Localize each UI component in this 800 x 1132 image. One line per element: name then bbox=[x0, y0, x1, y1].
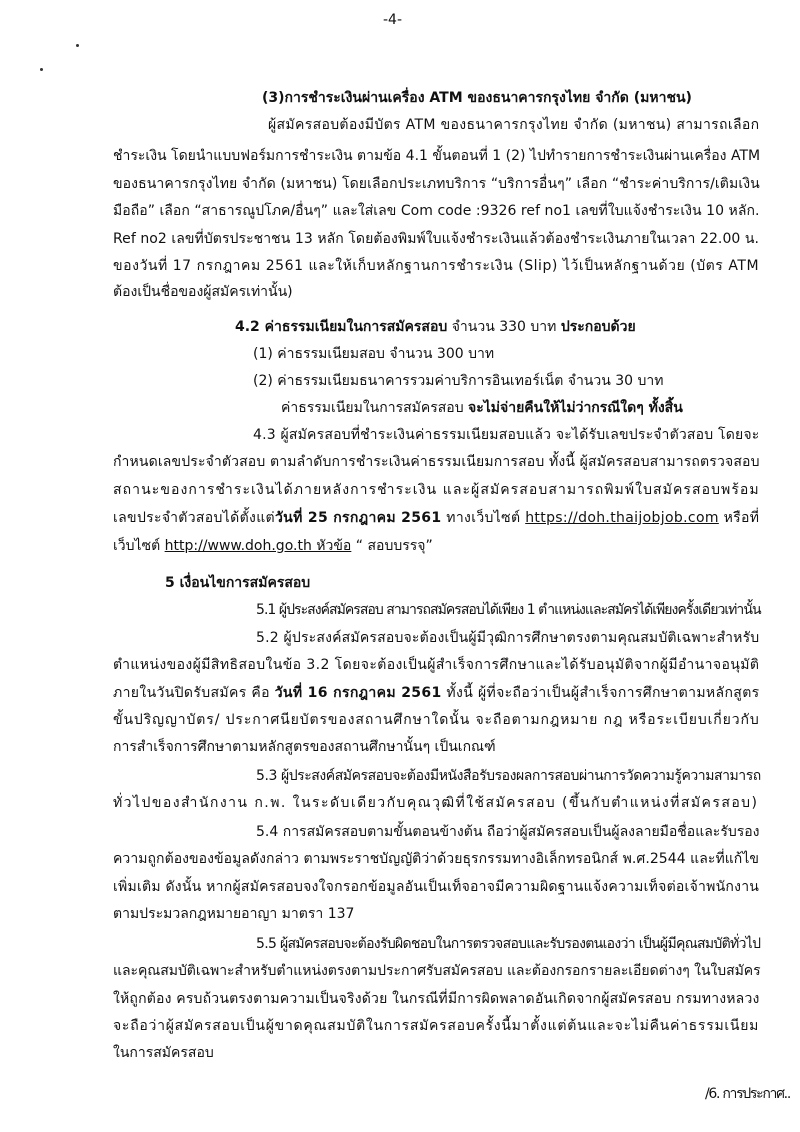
text-segment: วันที่ 25 กรกฎาคม 2561 bbox=[274, 510, 442, 526]
text-line bbox=[113, 174, 760, 194]
text-line bbox=[113, 536, 433, 556]
link[interactable]: http://www.doh.go.th หัวข้อ bbox=[164, 538, 352, 554]
text-line bbox=[113, 683, 760, 703]
text-line bbox=[113, 1016, 759, 1036]
text-segment: ผู้สมัครสอบต้องมีบัตร ATM ของธนาคารกรุงไทย จำกัด (มหาชน) สามารถเลือก bbox=[268, 117, 760, 133]
text-segment: ค่าธรรมเนียมในการสมัครสอบ bbox=[281, 400, 469, 416]
text-segment: Ref no2 เลขที่บัตรประชาชน 13 หลัก โดยต้องพิมพ์ใบแจ้งชำระเงินแล้วต้องชำระเงินภายในเวลา 22.00 น. bbox=[113, 231, 760, 247]
text-line bbox=[256, 628, 759, 648]
text-line bbox=[705, 1084, 790, 1104]
text-line bbox=[253, 371, 664, 391]
text-segment: ทั้งนี้ ผู้ที่จะถือว่าเป็นผู้สำเร็จการศึกษาตามหลักสูตร bbox=[441, 685, 760, 701]
text-line bbox=[256, 934, 760, 954]
text-line bbox=[113, 256, 759, 276]
text-segment: เว็บไซต์ bbox=[113, 538, 165, 554]
text-segment: ประกอบด้วย bbox=[560, 319, 636, 335]
text-segment: ต้องเป็นชื่อของผู้สมัครเท่านั้น) bbox=[113, 284, 293, 300]
text-segment: ตำแหน่งของผู้มีสิทธิสอบในข้อ 3.2 โดยจะต้องเป็นผู้สำเร็จการศึกษาและได้รับอนุมัติจากผู้มีอำนาจอนุมัติ bbox=[113, 657, 760, 673]
text-segment: 5.2 ผู้ประสงค์สมัครสอบจะต้องเป็นผู้มีวุฒิการศึกษาตรงตามคุณสมบัติเฉพาะสำหรับ bbox=[256, 630, 760, 646]
scan-speck bbox=[76, 44, 79, 47]
text-line bbox=[113, 201, 759, 221]
text-segment: 4.3 ผู้สมัครสอบที่ชำระเงินค่าธรรมเนียมสอบแล้ว จะได้รับเลขประจำตัวสอบ โดยจะ bbox=[253, 427, 760, 443]
text-segment: (3)การชำระเงินผ่านเครื่อง ATM ของธนาคารกรุงไทย จำกัด (มหาชน) bbox=[262, 90, 692, 106]
text-line bbox=[256, 822, 760, 842]
text-line bbox=[113, 877, 759, 897]
text-line bbox=[113, 904, 354, 924]
text-segment: /6. การประกาศ.. bbox=[705, 1086, 790, 1102]
text-line bbox=[113, 655, 759, 675]
text-segment: จำนวน 330 บาท bbox=[447, 319, 561, 335]
text-line bbox=[281, 398, 683, 418]
text-segment: 5.1 ผู้ประสงค์สมัครสอบ สามารถสมัครสอบได้เพียง 1 ตำแหน่งและสมัครได้เพียงครั้งเดียวเท่านั้น bbox=[256, 602, 761, 618]
text-segment: “ สอบบรรจุ” bbox=[351, 538, 433, 554]
text-line bbox=[113, 508, 759, 528]
text-segment: 4.2 ค่าธรรมเนียมในการสมัครสอบ bbox=[235, 319, 448, 335]
section-heading bbox=[262, 88, 692, 108]
text-segment: ขั้นปริญญาบัตร/ ประกาศนียบัตรของสถานศึกษาใดนั้น จะถือตามกฎหมาย กฎ หรือระเบียบเกี่ยวกับ bbox=[113, 712, 760, 728]
link[interactable]: https://doh.thaijobjob.com bbox=[525, 510, 719, 526]
text-segment: และคุณสมบัติเฉพาะสำหรับตำแหน่งตรงตามประกาศรับสมัครสอบ และต้องกรอกรายละเอียดต่างๆ ในใบสมัคร bbox=[113, 963, 761, 979]
text-segment: (1) ค่าธรรมเนียมสอบ จำนวน 300 บาท bbox=[253, 346, 495, 362]
text-line bbox=[253, 425, 760, 445]
text-line bbox=[113, 989, 760, 1009]
text-segment: ตามประมวลกฎหมายอาญา มาตรา 137 bbox=[113, 906, 355, 922]
text-segment: 5.5 ผู้สมัครสอบจะต้องรับผิดชอบในการตรวจสอบและรับรองตนเองว่า เป็นผู้มีคุณสมบัติทั่วไป bbox=[256, 936, 761, 952]
section-title bbox=[165, 573, 310, 593]
text-segment: 5.3 ผู้ประสงค์สมัครสอบจะต้องมีหนังสือรับรองผลการสอบผ่านการวัดความรู้ความสามารถ bbox=[256, 768, 761, 784]
text-segment: ภายในวันปิดรับสมัคร คือ bbox=[113, 685, 275, 701]
text-segment: ทางเว็บไซต์ bbox=[441, 510, 526, 526]
text-line bbox=[113, 146, 760, 166]
text-line bbox=[256, 600, 761, 620]
text-line bbox=[113, 737, 496, 757]
text-segment: หรือที่ bbox=[718, 510, 760, 526]
text-segment: ของธนาคารกรุงไทย จำกัด (มหาชน) โดยเลือกประเภทบริการ “บริการอื่นๆ” เลือก “ชำระค่าบริการ/เติมเงิน bbox=[113, 176, 760, 192]
text-segment: กำหนดเลขประจำตัวสอบ ตามลำดับการชำระเงินค่าธรรมเนียมการสอบ ทั้งนี้ ผู้สมัครสอบสามารถตรวจสอบ bbox=[113, 454, 760, 470]
text-line bbox=[113, 480, 760, 500]
text-line bbox=[113, 282, 293, 302]
text-line bbox=[113, 710, 760, 730]
page-number: -4- bbox=[383, 12, 403, 28]
text-line bbox=[113, 793, 758, 813]
text-line bbox=[113, 452, 760, 472]
text-segment: ความถูกต้องของข้อมูลดังกล่าว ตามพระราชบัญญัติว่าด้วยธุรกรรมทางอิเล็กทรอนิกส์ พ.ศ.2544 และที่แก้ไข bbox=[113, 851, 760, 867]
text-segment: (2) ค่าธรรมเนียมธนาคารรวมค่าบริการอินเทอร์เน็ต จำนวน 30 บาท bbox=[253, 373, 664, 389]
text-segment: 5.4 การสมัครสอบตามขั้นตอนข้างต้น ถือว่าผู้สมัครสอบเป็นผู้ลงลายมือชื่อและรับรอง bbox=[256, 824, 760, 840]
text-line bbox=[113, 961, 761, 981]
text-segment: ทั่วไปของสำนักงาน ก.พ. ในระดับเดียวกับคุณวุฒิที่ใช้สมัครสอบ (ขึ้นกับตำแหน่งที่สมัครสอบ) bbox=[113, 795, 759, 811]
text-line bbox=[113, 229, 759, 249]
text-segment: จะไม่จ่ายคืนให้ไม่ว่ากรณีใดๆ ทั้งสิ้น bbox=[468, 400, 683, 416]
text-segment: จะถือว่าผู้สมัครสอบเป็นผู้ขาดคุณสมบัติในการสมัครสอบครั้งนี้มาตั้งแต่ต้นและจะไม่คืนค่าธรรมเนียม bbox=[113, 1018, 760, 1034]
text-segment: วันที่ 16 กรกฎาคม 2561 bbox=[274, 685, 442, 701]
scan-speck bbox=[40, 68, 43, 71]
text-segment: มือถือ” เลือก “สาธารณูปโภค/อื่นๆ” และใส่เลข Com code :9326 ref no1 เลขที่ใบแจ้งชำระเงิน 10 หลัก. bbox=[113, 203, 760, 219]
text-line bbox=[113, 1043, 214, 1063]
text-segment: เพิ่มเติม ดังนั้น หากผู้สมัครสอบจงใจกรอกข้อมูลอันเป็นเท็จอาจมีความผิดฐานแจ้งความเท็จต่อเจ้าพนักงาน bbox=[113, 879, 760, 895]
text-segment: ในการสมัครสอบ bbox=[113, 1045, 214, 1061]
text-segment: ชำระเงิน โดยนำแบบฟอร์มการชำระเงิน ตามข้อ 4.1 ขั้นตอนที่ 1 (2) ไปทำรายการชำระเงินผ่านเครื่อง ATM bbox=[113, 148, 761, 164]
text-line bbox=[235, 317, 636, 337]
text-segment: การสำเร็จการศึกษาตามหลักสูตรของสถานศึกษานั้นๆ เป็นเกณฑ์ bbox=[113, 739, 496, 755]
text-segment: เลขประจำตัวสอบได้ตั้งแต่ bbox=[113, 510, 275, 526]
text-segment: ให้ถูกต้อง ครบถ้วนตรงตามความเป็นจริงด้วย ในกรณีที่มีการผิดพลาดอันเกิดจากผู้สมัครสอบ กรมทางหลวง bbox=[113, 991, 760, 1007]
text-line bbox=[256, 766, 761, 786]
text-line bbox=[253, 344, 494, 364]
text-segment: 5 เงื่อนไขการสมัครสอบ bbox=[165, 575, 311, 591]
text-segment: สถานะของการชำระเงินได้ภายหลังการชำระเงิน และผู้สมัครสอบสามารถพิมพ์ใบสมัครสอบพร้อม bbox=[113, 482, 760, 498]
text-line bbox=[113, 849, 759, 869]
text-line bbox=[268, 115, 759, 135]
text-segment: ของวันที่ 17 กรกฎาคม 2561 และให้เก็บหลักฐานการชำระเงิน (Slip) ไว้เป็นหลักฐานด้วย (บัตร ATM bbox=[113, 258, 760, 274]
